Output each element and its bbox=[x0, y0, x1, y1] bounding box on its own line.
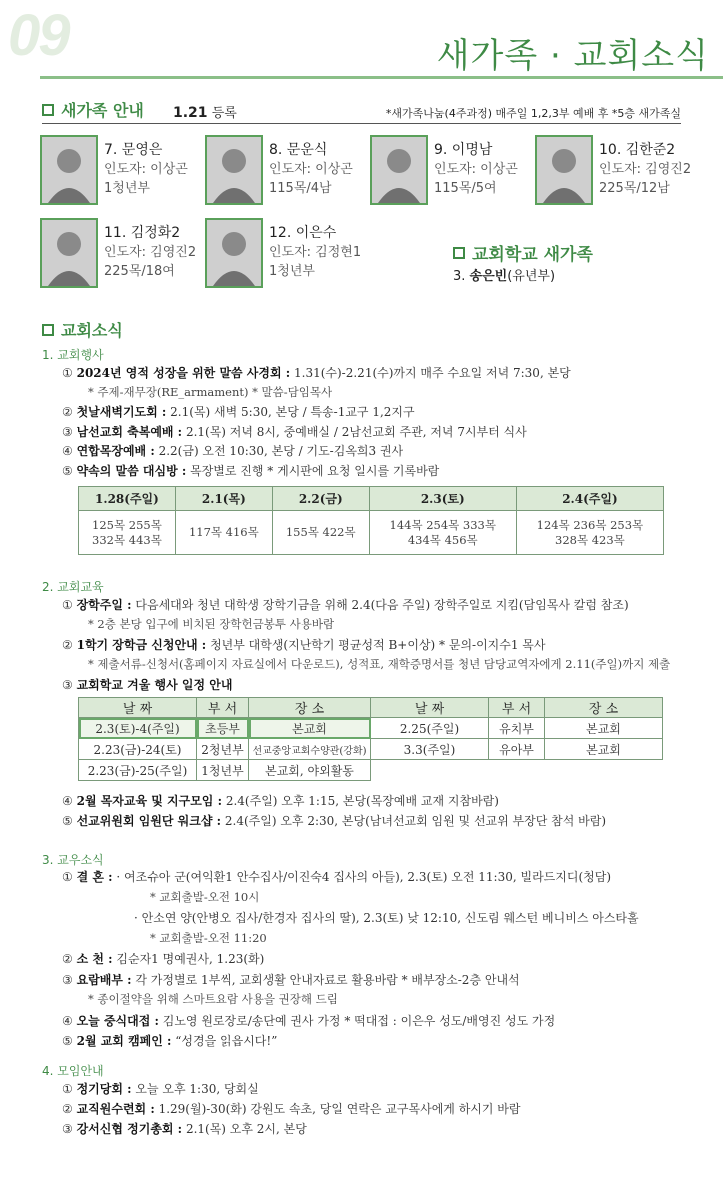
square-bullet-icon bbox=[42, 104, 54, 116]
item-number: ③ bbox=[62, 424, 73, 439]
item-number: ⑤ bbox=[62, 1034, 73, 1048]
page-number: 09 bbox=[8, 3, 69, 68]
item-note: * 주제-재무장(RE_armament) * 말씀-담임목사 bbox=[88, 384, 333, 399]
title-divider bbox=[40, 76, 723, 79]
visit-groups-line: 124목 236목 253목 bbox=[536, 517, 644, 532]
item-detail: 1.31(수)-2.21(수)까지 매주 수요일 저녁 7:30, 본당 bbox=[290, 366, 571, 380]
member-guide: 인도자: 이상곤 bbox=[434, 162, 518, 177]
schedule-cell bbox=[489, 760, 545, 781]
visit-groups-cell bbox=[175, 511, 272, 555]
item-title: 요람배부 : bbox=[76, 972, 132, 987]
visit-date-header: 1.28(주일) bbox=[79, 487, 176, 511]
news-item bbox=[62, 1032, 277, 1049]
school-new-family-heading bbox=[453, 240, 593, 265]
item-title: 2월 교회 캠페인 : bbox=[76, 1034, 172, 1048]
school-entry-number: 3. bbox=[453, 269, 466, 284]
schedule-cell bbox=[545, 760, 663, 781]
member-photo bbox=[370, 135, 428, 205]
news-item bbox=[62, 792, 499, 809]
item-number: ② bbox=[62, 952, 73, 966]
item-number: ② bbox=[62, 405, 73, 419]
member-group: 225목/12남 bbox=[599, 181, 670, 196]
item-detail: 청년부 대학생(지난학기 평균성적 B+이상) * 문의-이지수1 목사 bbox=[206, 638, 546, 652]
schedule-cell: 2.25(주일) bbox=[371, 718, 489, 739]
visit-groups-cell bbox=[79, 511, 176, 555]
item-title: 2월 목자교육 및 지구모임 : bbox=[76, 794, 223, 808]
item-number: ④ bbox=[62, 1013, 73, 1028]
visit-groups-line: 434목 456목 bbox=[407, 532, 478, 547]
item-detail: 2.1(목) 새벽 5:30, 본당 / 특송-1교구 1,2지구 bbox=[166, 405, 415, 419]
item-detail: 2.1(목) 오후 2시, 본당 bbox=[182, 1122, 307, 1136]
item-title: 연합목장예배 : bbox=[76, 444, 155, 458]
news-item bbox=[62, 462, 439, 479]
item-detail: · 여조슈아 군(여익환1 안수집사/이진숙4 집사의 아들), 2.3(토) 오전 11:30, 빌라드지디(청담) bbox=[112, 870, 611, 884]
member-name: 7. 문영은 bbox=[104, 142, 163, 158]
schedule-cell: 2.3(토)-4(주일) bbox=[79, 718, 197, 739]
schedule-header: 장 소 bbox=[545, 698, 663, 718]
member-guide: 인도자: 이상곤 bbox=[104, 162, 188, 177]
member-photo bbox=[205, 135, 263, 205]
item-title: 결 혼 : bbox=[76, 870, 113, 884]
member-guide: 인도자: 김영진2 bbox=[599, 162, 692, 177]
school-entry-name: 송은빈 bbox=[469, 269, 508, 284]
item-note: * 종이절약을 위해 스마트요람 사용을 권장해 드림 bbox=[88, 992, 338, 1006]
schedule-header: 날 짜 bbox=[371, 698, 489, 718]
item-title: 장학주일 : bbox=[76, 598, 132, 612]
news-item bbox=[62, 1080, 259, 1097]
item-number: ① bbox=[62, 870, 73, 884]
news-item bbox=[62, 1100, 520, 1117]
visit-date-header: 2.4(주일) bbox=[516, 487, 663, 511]
member-name: 10. 김한준2 bbox=[599, 142, 676, 158]
subsection-heading: 3. 교우소식 bbox=[42, 853, 104, 867]
visit-date-header: 2.3(토) bbox=[369, 487, 516, 511]
news-item bbox=[62, 442, 403, 459]
item-title: 첫날새벽기도회 : bbox=[76, 405, 167, 419]
news-item bbox=[62, 950, 264, 967]
schedule-cell bbox=[371, 760, 489, 781]
page-title: 새가족 · 교회소식 bbox=[436, 36, 709, 76]
item-number: ③ bbox=[62, 1122, 73, 1136]
square-bullet-icon bbox=[453, 247, 465, 259]
item-number: ⑤ bbox=[62, 463, 73, 478]
news-item bbox=[62, 1120, 307, 1137]
item-title: 선교위원회 임원단 워크샵 : bbox=[76, 814, 222, 828]
winter-schedule-table bbox=[78, 697, 663, 781]
news-item bbox=[62, 971, 520, 988]
member-info bbox=[434, 141, 518, 198]
item-number: ⑤ bbox=[62, 814, 73, 828]
square-bullet-icon bbox=[42, 324, 54, 336]
member-name: 9. 이명남 bbox=[434, 142, 493, 158]
member-info bbox=[104, 141, 188, 198]
school-heading-text: 교회학교 새가족 bbox=[472, 245, 593, 265]
member-group: 115목/4남 bbox=[269, 181, 332, 196]
news-item bbox=[62, 403, 415, 420]
item-number: ④ bbox=[62, 794, 73, 808]
school-entry-dept: (유년부) bbox=[507, 269, 556, 284]
schedule-cell: 2청년부 bbox=[197, 739, 249, 760]
schedule-cell: 유아부 bbox=[489, 739, 545, 760]
item-note: * 2층 본당 입구에 비치된 장학헌금봉투 사용바람 bbox=[88, 617, 335, 631]
item-continuation: · 안소연 양(안병오 집사/한경자 집사의 딸), 2.3(토) 낮 12:10, 신도림 웨스턴 베니비스 아스타홀 bbox=[134, 911, 639, 925]
item-note: * 제출서류-신청서(홈페이지 자료실에서 다운로드), 성적표, 재학증명서를 청년 담당교역자에게 2.11(주일)까지 제출 bbox=[88, 657, 671, 671]
member-card bbox=[205, 218, 375, 294]
visit-groups-line: 125목 255목 bbox=[92, 517, 162, 532]
news-heading-text: 교회소식 bbox=[61, 321, 123, 340]
schedule-cell: 본교회 bbox=[545, 718, 663, 739]
item-detail: 각 가정별로 1부씩, 교회생활 안내자료로 활용바람 * 배부장소-2층 안내석 bbox=[131, 972, 520, 987]
schedule-header: 부 서 bbox=[197, 698, 249, 718]
member-group: 115목/5여 bbox=[434, 181, 497, 196]
item-note: * 교회출발-오전 11:20 bbox=[150, 930, 267, 945]
visit-groups-cell bbox=[369, 511, 516, 555]
new-family-heading-text: 새가족 안내 bbox=[61, 101, 144, 120]
member-guide: 인도자: 김영진2 bbox=[104, 245, 197, 260]
member-card bbox=[205, 135, 375, 211]
new-family-header bbox=[42, 98, 681, 124]
registration-date-suffix: 등록 bbox=[211, 106, 237, 121]
item-title: 강서신협 정기총회 : bbox=[76, 1122, 183, 1136]
item-title: 교회학교 겨울 행사 일정 안내 bbox=[76, 678, 233, 692]
schedule-cell: 초등부 bbox=[197, 718, 249, 739]
item-detail: 김노영 원로장로/송단예 권사 가정 * 떡대접 : 이은우 성도/배영진 성도 가정 bbox=[158, 1013, 556, 1028]
item-title: 1학기 장학금 신청안내 : bbox=[76, 638, 207, 652]
member-group: 1청년부 bbox=[104, 181, 150, 196]
schedule-row bbox=[79, 739, 663, 760]
member-card bbox=[40, 218, 210, 294]
member-card bbox=[40, 135, 210, 211]
item-detail: 1.29(월)-30(화) 강원도 속초, 당일 연락은 교구목사에게 하시기 바람 bbox=[154, 1102, 521, 1116]
item-number: ① bbox=[62, 1082, 73, 1096]
member-card bbox=[535, 135, 705, 211]
member-guide: 인도자: 이상곤 bbox=[269, 162, 353, 177]
schedule-cell: 유치부 bbox=[489, 718, 545, 739]
item-note: * 교회출발-오전 10시 bbox=[150, 889, 260, 904]
schedule-header: 날 짜 bbox=[79, 698, 197, 718]
news-item bbox=[62, 812, 606, 829]
member-photo bbox=[40, 218, 98, 288]
news-item bbox=[62, 868, 611, 885]
visit-groups-cell bbox=[272, 511, 369, 555]
schedule-cell: 3.3(주일) bbox=[371, 739, 489, 760]
item-title: 약속의 말씀 대심방 : bbox=[76, 463, 187, 478]
new-family-note: *새가족나눔(4주과정) 매주일 1,2,3부 예배 후 *5층 새가족실 bbox=[385, 107, 681, 120]
news-item bbox=[62, 423, 527, 440]
member-photo bbox=[205, 218, 263, 288]
member-guide: 인도자: 김정현1 bbox=[269, 245, 362, 260]
news-item bbox=[62, 364, 571, 381]
member-name: 12. 이은수 bbox=[269, 225, 337, 241]
news-item bbox=[62, 676, 232, 693]
member-info bbox=[104, 224, 196, 281]
item-title: 정기당회 : bbox=[76, 1082, 132, 1096]
school-new-family-entry bbox=[453, 265, 555, 284]
visit-groups-line: 117목 416목 bbox=[188, 525, 259, 539]
schedule-cell: 2.23(금)-25(주일) bbox=[79, 760, 197, 781]
visit-groups-line: 144목 254목 333목 bbox=[389, 517, 496, 532]
item-number: ① bbox=[62, 366, 73, 380]
member-group: 225목/18여 bbox=[104, 264, 175, 279]
member-card bbox=[370, 135, 540, 211]
item-detail: 다음세대와 청년 대학생 장학기금을 위해 2.4(다음 주일) 장학주일로 지킴(담임목사 칼럼 참조) bbox=[131, 598, 629, 612]
visit-groups-line: 328목 423목 bbox=[555, 532, 625, 547]
news-item bbox=[62, 636, 546, 653]
member-name: 11. 김정화2 bbox=[104, 225, 181, 241]
item-detail: 목장별로 진행 * 게시판에 요청 일시를 기록바람 bbox=[186, 463, 440, 478]
visit-groups-line: 332목 443목 bbox=[92, 532, 162, 547]
subsection-heading: 1. 교회행사 bbox=[42, 348, 104, 362]
member-group: 1청년부 bbox=[269, 264, 315, 279]
member-info bbox=[269, 141, 353, 198]
registration-date-value: 1.21 bbox=[173, 105, 208, 121]
news-heading bbox=[42, 318, 123, 341]
schedule-row bbox=[79, 718, 663, 739]
item-number: ③ bbox=[62, 678, 73, 692]
item-title: 교직원수련회 : bbox=[76, 1102, 155, 1116]
schedule-header: 장 소 bbox=[249, 698, 371, 718]
item-number: ② bbox=[62, 1102, 73, 1116]
item-title: 남선교회 축복예배 : bbox=[76, 424, 183, 439]
schedule-cell: 본교회 bbox=[249, 718, 371, 739]
schedule-cell: 1청년부 bbox=[197, 760, 249, 781]
item-title: 2024년 영적 성장을 위한 말씀 사경회 : bbox=[76, 366, 291, 380]
schedule-cell: 선교중앙교회수양관(강화) bbox=[249, 739, 371, 760]
subsection-heading: 2. 교회교육 bbox=[42, 580, 104, 594]
item-detail: 김순자1 명예권사, 1.23(화) bbox=[112, 952, 265, 966]
registration-date bbox=[173, 102, 237, 121]
schedule-cell: 본교회 bbox=[545, 739, 663, 760]
item-detail: 오늘 오후 1:30, 당회실 bbox=[131, 1082, 259, 1096]
item-detail: 2.4(주일) 오후 1:15, 본당(목장예배 교재 지참바람) bbox=[222, 794, 499, 808]
schedule-row bbox=[79, 760, 663, 781]
member-name: 8. 문운식 bbox=[269, 142, 328, 158]
member-photo bbox=[535, 135, 593, 205]
item-detail: 2.1(목) 저녁 8시, 중예배실 / 2남선교회 주관, 저녁 7시부터 식사 bbox=[182, 424, 527, 439]
item-title: 오늘 중식대접 : bbox=[76, 1013, 159, 1028]
item-number: ① bbox=[62, 598, 73, 612]
visit-date-header: 2.1(목) bbox=[175, 487, 272, 511]
visit-date-header: 2.2(금) bbox=[272, 487, 369, 511]
visit-groups-line: 155목 422목 bbox=[285, 525, 356, 539]
member-info bbox=[599, 141, 691, 198]
news-item bbox=[62, 596, 629, 613]
member-info bbox=[269, 224, 361, 281]
item-title: 소 천 : bbox=[76, 952, 113, 966]
schedule-cell: 본교회, 야외활동 bbox=[249, 760, 371, 781]
subsection-heading: 4. 모임안내 bbox=[42, 1064, 104, 1078]
member-photo bbox=[40, 135, 98, 205]
visit-schedule-table bbox=[78, 486, 664, 555]
item-detail: 2.4(주일) 오후 2:30, 본당(남녀선교회 임원 및 선교위 부장단 참석 바람) bbox=[221, 814, 607, 828]
schedule-cell: 2.23(금)-24(토) bbox=[79, 739, 197, 760]
schedule-header: 부 서 bbox=[489, 698, 545, 718]
visit-groups-cell bbox=[516, 511, 663, 555]
news-item bbox=[62, 1012, 555, 1029]
new-family-heading bbox=[42, 98, 144, 121]
item-detail: 2.2(금) 오전 10:30, 본당 / 기도-김옥희3 권사 bbox=[154, 444, 404, 458]
item-number: ③ bbox=[62, 972, 73, 987]
item-number: ④ bbox=[62, 444, 73, 458]
item-detail: “성경을 읽읍시다!” bbox=[171, 1034, 278, 1048]
item-number: ② bbox=[62, 638, 73, 652]
